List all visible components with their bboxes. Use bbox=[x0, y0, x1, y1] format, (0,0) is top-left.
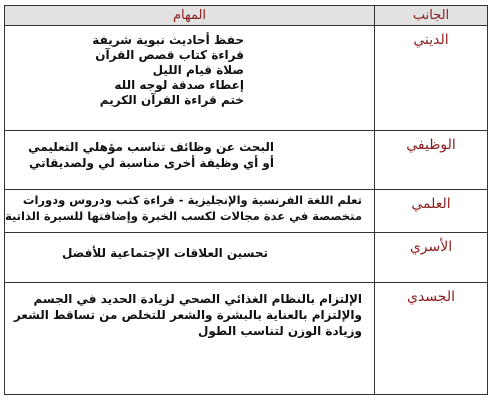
task-line: حفظ أحاديث نبوية شريفة bbox=[92, 33, 244, 47]
header-row bbox=[5, 6, 488, 26]
goals-table bbox=[4, 5, 488, 395]
tasks-cell bbox=[5, 282, 375, 394]
header-aspect: الجانب bbox=[375, 6, 488, 26]
aspect-label: الجسدي bbox=[407, 288, 455, 305]
tasks-cell bbox=[5, 189, 375, 233]
aspect-cell bbox=[375, 131, 488, 189]
tasks-cell bbox=[5, 131, 375, 189]
task-line: البحث عن وظائف تناسب مؤهلي التعليمي bbox=[28, 140, 274, 155]
aspect-cell bbox=[375, 189, 488, 233]
table-row bbox=[5, 131, 488, 189]
header-tasks: المهام bbox=[5, 6, 375, 26]
task-line: متخصصة في عدة مجالات لكسب الخبرة وإضافتها للسيرة الذاتية bbox=[5, 208, 362, 223]
table-row bbox=[5, 189, 488, 233]
table-row bbox=[5, 26, 488, 131]
task-line: الإلتزام بالنظام الغذائي الصحي لزيادة الحديد في الجسم bbox=[33, 291, 362, 306]
aspect-cell bbox=[375, 233, 488, 282]
tasks-cell bbox=[5, 26, 375, 131]
aspect-label: الأسري bbox=[409, 239, 453, 256]
task-line: أو أي وظيفة أخرى مناسبة لي ولصديقاتي bbox=[28, 156, 274, 171]
task-line: صلاة قيام الليل bbox=[152, 63, 244, 77]
aspect-cell bbox=[375, 282, 488, 394]
task-line: تحسين العلاقات الإجتماعية للأفضل bbox=[61, 246, 268, 261]
task-line: وزيادة الوزن لتناسب الطول bbox=[197, 323, 362, 338]
aspect-label: الديني bbox=[413, 32, 449, 48]
tasks-cell bbox=[5, 233, 375, 282]
table-row bbox=[5, 233, 488, 282]
aspect-cell bbox=[375, 26, 488, 131]
aspect-label: الوظيفي bbox=[406, 137, 456, 154]
task-line: والإلتزام بالعناية بالبشرة والشعر للتخلص من تساقط الشعر bbox=[13, 307, 362, 322]
task-line: تعلم اللغة الفرنسية والإنجليزية - قراءة كتب ودروس ودورات bbox=[22, 192, 362, 207]
task-line: ختم قراءة القرآن الكريم bbox=[99, 93, 244, 107]
aspect-label: العلمي bbox=[411, 195, 451, 212]
task-line: إعطاء صدقة لوجه الله bbox=[114, 78, 244, 92]
task-line: قراءة كتاب قصص القرآن bbox=[95, 48, 244, 62]
table-row bbox=[5, 282, 488, 394]
